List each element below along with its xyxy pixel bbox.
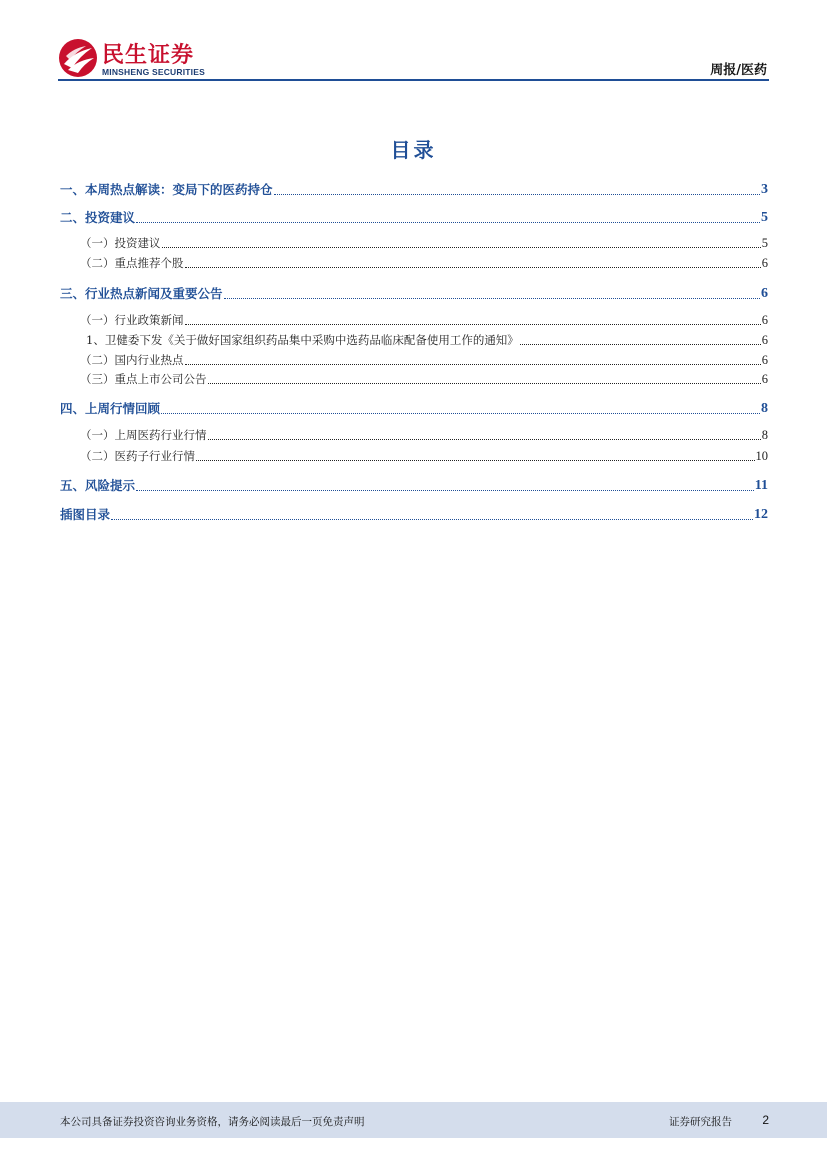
toc-entry[interactable] — [60, 399, 768, 417]
toc-entry[interactable] — [80, 371, 768, 387]
toc-leader — [208, 428, 761, 441]
toc-entry-text: （一）投资建议 — [80, 236, 161, 250]
toc-entry-text: （一）上周医药行业行情 — [80, 428, 207, 442]
toc-entry-text: 1、卫健委下发《关于做好国家组织药品集中采购中选药品临床配备使用工作的通知》 — [86, 333, 519, 347]
logo-chinese-name: 民生证券 — [102, 43, 195, 68]
toc-entry[interactable] — [80, 235, 768, 251]
toc-entry-page: 6 — [761, 372, 768, 386]
toc-leader — [136, 210, 760, 224]
toc-entry-page: 8 — [761, 401, 768, 416]
minsheng-logo-icon — [58, 38, 98, 78]
toc-entry[interactable] — [60, 505, 768, 523]
toc-entry-text: （二）医药子行业行情 — [80, 449, 195, 463]
toc-leader — [224, 286, 760, 300]
footer-disclaimer: 本公司具备证券投资咨询业务资格，请务必阅读最后一页免责声明 — [60, 1116, 365, 1128]
toc-leader — [185, 313, 761, 326]
report-type: 周报/医药 — [710, 63, 767, 78]
header-divider — [58, 79, 769, 81]
toc-entry-page: 5 — [761, 236, 768, 250]
toc-entry-page: 6 — [761, 333, 768, 347]
toc-leader — [274, 182, 760, 196]
toc-entry-text: （一）行业政策新闻 — [80, 313, 184, 327]
toc-entry-text: （三）重点上市公司公告 — [80, 372, 207, 386]
toc-entry[interactable] — [60, 180, 768, 198]
toc-entry-text: 二、投资建议 — [60, 210, 136, 225]
footer-doc-type: 证券研究报告 — [669, 1116, 732, 1128]
toc-entry-page: 6 — [761, 256, 768, 270]
toc-entry[interactable] — [80, 352, 768, 368]
toc-entry-text: 插图目录 — [60, 507, 111, 522]
toc-leader — [520, 333, 761, 346]
toc-leader — [111, 507, 753, 521]
toc-entry[interactable] — [86, 332, 768, 348]
toc-entry[interactable] — [60, 476, 768, 494]
toc-entry[interactable] — [80, 255, 768, 271]
toc-leader — [196, 449, 755, 462]
toc-entry-text: （二）重点推荐个股 — [80, 256, 184, 270]
logo-english-name: MINSHENG SECURITIES — [102, 67, 205, 77]
toc-entry-text: 五、风险提示 — [60, 478, 136, 493]
toc-entry[interactable] — [60, 284, 768, 302]
toc-leader — [136, 478, 754, 492]
toc-entry-page: 5 — [761, 210, 768, 225]
toc-entry[interactable] — [80, 448, 768, 464]
toc-entry-page: 8 — [761, 428, 768, 442]
toc-entry-page: 3 — [761, 182, 768, 197]
toc-leader — [185, 353, 761, 366]
toc-entry-page: 10 — [755, 449, 768, 463]
page-header — [0, 0, 827, 84]
toc-leader — [161, 401, 760, 415]
toc-entry-text: 四、上周行情回顾 — [60, 401, 161, 416]
toc-entry-page: 11 — [754, 478, 768, 493]
page-footer — [0, 1102, 827, 1138]
toc-entry-page: 6 — [761, 286, 768, 301]
toc-entry[interactable] — [80, 312, 768, 328]
toc-entry[interactable] — [60, 208, 768, 226]
toc-leader — [185, 256, 761, 269]
toc-entry-text: （二）国内行业热点 — [80, 353, 184, 367]
toc-entry-text: 三、行业热点新闻及重要公告 — [60, 286, 223, 301]
toc-entry-page: 6 — [761, 313, 768, 327]
toc-entry[interactable] — [80, 427, 768, 443]
toc-entry-page: 12 — [754, 507, 768, 522]
toc-title: 目录 — [390, 138, 437, 162]
toc-entry-text: 一、本周热点解读：变局下的医药持仓 — [60, 182, 273, 197]
toc-leader — [208, 372, 761, 385]
company-logo — [58, 38, 218, 80]
toc-leader — [162, 236, 761, 249]
toc-entry-page: 6 — [761, 353, 768, 367]
footer-page-number: 2 — [762, 1113, 769, 1127]
